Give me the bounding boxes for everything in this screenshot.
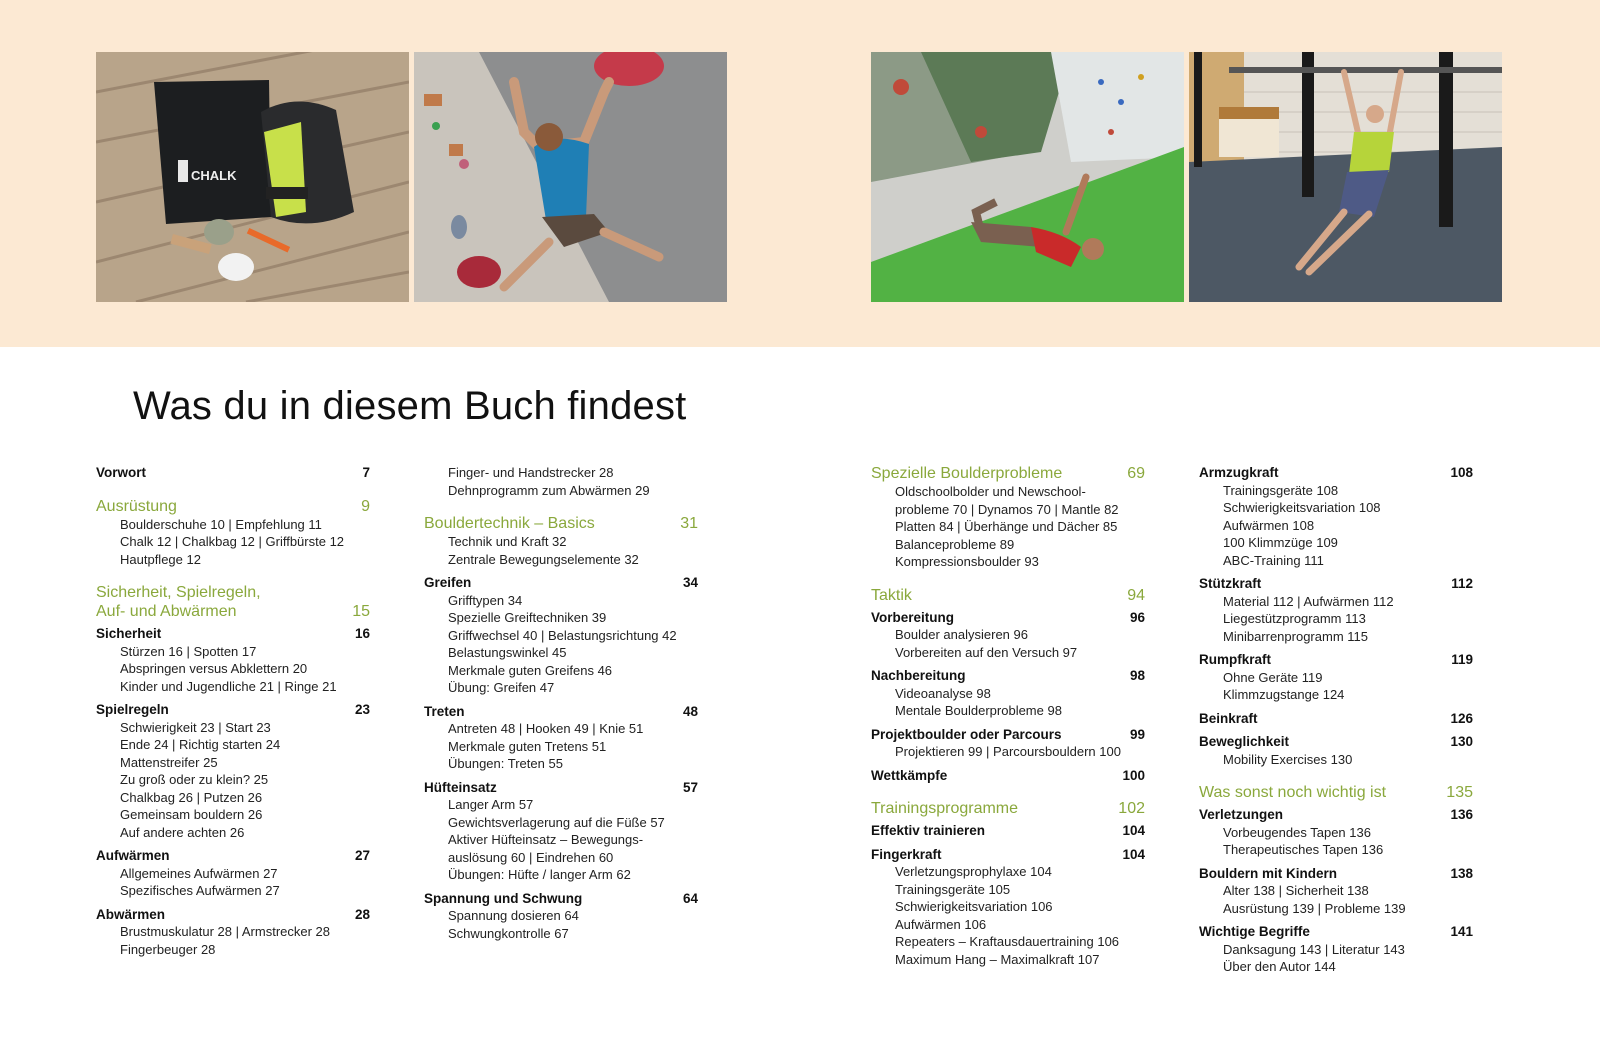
toc-page-number: 31 bbox=[680, 515, 698, 532]
toc-subentry[interactable]: Schwungkontrolle 67 bbox=[448, 925, 569, 941]
toc-column-3 bbox=[871, 464, 1145, 968]
toc-page-number: 27 bbox=[354, 848, 370, 863]
toc-section[interactable] bbox=[1199, 806, 1473, 824]
toc-entry-label: Rumpfkraft bbox=[1199, 652, 1272, 667]
toc-subentry[interactable]: Ende 24 | Richtig starten 24 bbox=[120, 737, 281, 752]
toc-subentry[interactable]: Dehnprogramm zum Abwärmen 29 bbox=[448, 482, 650, 498]
toc-entry-label: Stützkraft bbox=[1199, 576, 1262, 591]
toc-entry-label: Vorwort bbox=[96, 465, 146, 480]
toc-subentry[interactable]: Mattenstreifer 25 bbox=[120, 754, 218, 770]
toc-section[interactable] bbox=[1199, 865, 1473, 883]
toc-subentry[interactable]: Chalkbag 26 | Putzen 26 bbox=[120, 789, 263, 805]
page-title: Was du in diesem Buch findest bbox=[133, 384, 687, 428]
toc-subentry[interactable]: 100 Klimmzüge 109 bbox=[1223, 535, 1338, 550]
toc-entry-label: Wichtige Begriffe bbox=[1199, 924, 1310, 939]
toc-subentry[interactable]: auslösung 60 | Eindrehen 60 bbox=[448, 849, 614, 865]
toc-page-number: 23 bbox=[354, 702, 370, 717]
toc-entry-label: Bouldertechnik – Basics bbox=[424, 515, 595, 532]
toc-chapter[interactable] bbox=[871, 464, 1145, 483]
toc-subentry[interactable]: Maximum Hang – Maximalkraft 107 bbox=[895, 951, 1100, 967]
toc-subentry[interactable]: Schwierigkeit 23 | Start 23 bbox=[120, 719, 271, 735]
toc-subentry[interactable]: Trainingsgeräte 108 bbox=[1223, 482, 1339, 498]
toc-subentry[interactable]: Oldschoolbolder und Newschool- bbox=[895, 484, 1086, 499]
toc-section[interactable] bbox=[1199, 710, 1473, 728]
toc-subentry[interactable]: Übungen: Hüfte / langer Arm 62 bbox=[448, 867, 631, 882]
toc-section[interactable] bbox=[871, 846, 1145, 864]
toc-column-2 bbox=[424, 464, 698, 942]
toc-entry-label: Projektboulder oder Parcours bbox=[871, 726, 1062, 742]
toc-subentry[interactable]: probleme 70 | Dynamos 70 | Mantle 82 bbox=[895, 501, 1119, 517]
climber-falling-photo bbox=[871, 52, 1184, 302]
toc-subentry[interactable]: Merkmale guten Tretens 51 bbox=[448, 738, 607, 754]
toc-page-number: 57 bbox=[682, 779, 698, 795]
pullup-bar-photo bbox=[1189, 52, 1502, 302]
toc-subentry[interactable]: ABC-Training 111 bbox=[1223, 552, 1324, 568]
toc-subentry[interactable]: Spezifisches Aufwärmen 27 bbox=[120, 883, 280, 898]
toc-subentry[interactable]: Spannung dosieren 64 bbox=[448, 908, 579, 923]
toc-column-1 bbox=[96, 464, 370, 958]
toc-subentry[interactable]: Übung: Greifen 47 bbox=[448, 680, 555, 695]
toc-subentry[interactable]: Übungen: Treten 55 bbox=[448, 756, 563, 771]
toc-page-number: 104 bbox=[1122, 823, 1145, 838]
toc-subentry[interactable]: Platten 84 | Überhänge und Dächer 85 bbox=[895, 519, 1118, 534]
toc-section[interactable] bbox=[1199, 733, 1473, 751]
toc-section[interactable] bbox=[1199, 651, 1473, 669]
toc-page-number: 108 bbox=[1450, 465, 1473, 480]
toc-section[interactable] bbox=[871, 726, 1145, 744]
toc-entry-label: Spezielle Boulderprobleme bbox=[871, 465, 1063, 482]
toc-subentry[interactable]: Liegestützprogramm 113 bbox=[1223, 611, 1366, 626]
toc-entry-label: Spielregeln bbox=[96, 702, 169, 717]
toc-section[interactable] bbox=[96, 701, 370, 719]
toc-subentry[interactable]: Technik und Kraft 32 bbox=[448, 534, 567, 549]
toc-chapter[interactable] bbox=[1199, 783, 1473, 802]
toc-page-number: 100 bbox=[1122, 767, 1145, 783]
toc-page-number: 130 bbox=[1450, 734, 1473, 749]
toc-subentry[interactable]: Aktiver Hüfteinsatz – Bewegungs- bbox=[448, 832, 644, 847]
toc-subentry[interactable]: Brustmuskulatur 28 | Armstrecker 28 bbox=[120, 924, 331, 939]
toc-section[interactable] bbox=[1199, 464, 1473, 482]
toc-subentry[interactable]: Trainingsgeräte 105 bbox=[895, 881, 1011, 897]
toc-page-number: 69 bbox=[1127, 465, 1145, 482]
toc-section[interactable] bbox=[424, 574, 698, 592]
toc-entry-label: Was sonst noch wichtig ist bbox=[1199, 784, 1387, 801]
toc-subentry[interactable]: Boulder analysieren 96 bbox=[895, 627, 1028, 642]
toc-section[interactable] bbox=[424, 703, 698, 721]
toc-page-number: 16 bbox=[354, 626, 370, 641]
toc-section[interactable] bbox=[871, 822, 1145, 840]
toc-page-number: 7 bbox=[362, 465, 370, 480]
toc-chapter[interactable] bbox=[871, 799, 1145, 818]
toc-subentry[interactable]: Schwierigkeitsvariation 106 bbox=[895, 899, 1053, 914]
toc-page-number: 126 bbox=[1450, 710, 1473, 726]
toc-subentry[interactable]: Projektieren 99 | Parcoursbouldern 100 bbox=[895, 744, 1121, 759]
toc-section[interactable] bbox=[96, 847, 370, 865]
toc-section[interactable] bbox=[871, 609, 1145, 627]
toc-subentry[interactable]: Vorbeugendes Tapen 136 bbox=[1223, 824, 1371, 840]
toc-page-number: 104 bbox=[1122, 846, 1145, 862]
toc-subentry[interactable]: Fingerbeuger 28 bbox=[120, 941, 216, 957]
toc-entry-label: Greifen bbox=[424, 575, 472, 590]
toc-page-number: 102 bbox=[1118, 800, 1145, 817]
toc-column-4 bbox=[1199, 464, 1473, 976]
toc-entry-label: Spannung und Schwung bbox=[424, 890, 583, 906]
toc-entry-label: Vorbereitung bbox=[871, 609, 955, 625]
toc-subentry[interactable]: Kompressionsboulder 93 bbox=[895, 554, 1039, 569]
toc-entry-label: Abwärmen bbox=[96, 906, 166, 922]
toc-section[interactable] bbox=[96, 464, 370, 482]
toc-chapter[interactable] bbox=[96, 497, 370, 516]
toc-chapter[interactable] bbox=[96, 602, 370, 621]
toc-subentry[interactable]: Minibarrenprogramm 115 bbox=[1223, 628, 1368, 644]
toc-subentry[interactable]: Alter 138 | Sicherheit 138 bbox=[1223, 883, 1369, 898]
toc-entry-label: Beinkraft bbox=[1199, 710, 1258, 726]
toc-subentry[interactable]: Ohne Geräte 119 bbox=[1223, 669, 1323, 685]
toc-subentry[interactable]: Balanceprobleme 89 bbox=[895, 536, 1015, 552]
toc-subentry[interactable]: Gemeinsam bouldern 26 bbox=[120, 807, 263, 822]
toc-entry-label: Nachbereitung bbox=[871, 668, 966, 683]
toc-subentry[interactable]: Zentrale Bewegungselemente 32 bbox=[448, 551, 639, 567]
toc-subentry[interactable]: Repeaters – Kraftausdauertraining 106 bbox=[895, 934, 1120, 949]
toc-entry-label: Armzugkraft bbox=[1199, 465, 1279, 480]
toc-section[interactable] bbox=[96, 906, 370, 924]
toc-chapter[interactable] bbox=[871, 586, 1145, 605]
toc-section[interactable] bbox=[1199, 923, 1473, 941]
toc-subentry[interactable]: Zu groß oder zu klein? 25 bbox=[120, 772, 269, 787]
toc-subentry[interactable]: Verletzungsprophylaxe 104 bbox=[895, 864, 1052, 879]
toc-entry-label: Beweglichkeit bbox=[1199, 734, 1290, 749]
toc-subentry[interactable]: Allgemeines Aufwärmen 27 bbox=[120, 865, 278, 881]
toc-section[interactable] bbox=[424, 890, 698, 908]
toc-subentry[interactable]: Langer Arm 57 bbox=[448, 797, 534, 812]
toc-subentry[interactable]: Abspringen versus Abklettern 20 bbox=[120, 661, 308, 676]
toc-subentry[interactable]: Hautpflege 12 bbox=[120, 551, 201, 567]
toc-section[interactable] bbox=[1199, 575, 1473, 593]
toc-entry-label: Hüfteinsatz bbox=[424, 779, 497, 795]
toc-entry-label: Fingerkraft bbox=[871, 846, 942, 862]
toc-entry-label: Verletzungen bbox=[1199, 807, 1284, 822]
toc-page-number: 136 bbox=[1450, 807, 1473, 822]
svg-text:CHALK: CHALK bbox=[191, 168, 237, 183]
toc-entry-label: Sicherheit bbox=[96, 626, 162, 641]
toc-section[interactable] bbox=[871, 667, 1145, 685]
toc-entry-label: Sicherheit, Spielregeln, bbox=[96, 584, 261, 601]
toc-subentry[interactable]: Klimmzugstange 124 bbox=[1223, 687, 1345, 702]
toc-page-number: 99 bbox=[1129, 726, 1145, 742]
toc-subentry[interactable]: Grifftypen 34 bbox=[448, 592, 523, 608]
toc-subentry[interactable]: Gewichtsverlagerung auf die Füße 57 bbox=[448, 814, 665, 830]
toc-page-number: 98 bbox=[1129, 668, 1145, 683]
toc-subentry[interactable]: Videoanalyse 98 bbox=[895, 685, 991, 701]
toc-subentry[interactable]: Antreten 48 | Hooken 49 | Knie 51 bbox=[448, 721, 644, 736]
toc-subentry[interactable]: Vorbereiten auf den Versuch 97 bbox=[895, 644, 1078, 660]
chalk-and-gear-photo bbox=[96, 52, 409, 302]
toc-section[interactable] bbox=[871, 767, 1145, 785]
toc-entry-label: Aufwärmen bbox=[96, 848, 170, 863]
toc-page-number: 119 bbox=[1451, 652, 1473, 667]
toc-entry-label: Bouldern mit Kindern bbox=[1199, 865, 1337, 881]
toc-page-number: 34 bbox=[682, 575, 698, 590]
toc-subentry[interactable]: Spezielle Greiftechniken 39 bbox=[448, 610, 607, 625]
toc-subentry[interactable]: Chalk 12 | Chalkbag 12 | Griffbürste 12 bbox=[120, 534, 345, 549]
toc-page-number: 28 bbox=[354, 906, 370, 922]
toc-entry-label: Treten bbox=[424, 703, 465, 719]
toc-page-number: 141 bbox=[1450, 924, 1473, 939]
toc-page-number: 15 bbox=[352, 603, 370, 620]
climber-wall-photo bbox=[414, 52, 727, 302]
toc-subentry[interactable]: Mobility Exercises 130 bbox=[1223, 751, 1353, 767]
toc-page-number: 9 bbox=[361, 497, 370, 515]
toc-subentry[interactable]: Belastungswinkel 45 bbox=[448, 645, 567, 660]
toc-page-number: 64 bbox=[682, 890, 698, 906]
toc-chapter[interactable] bbox=[96, 583, 370, 602]
toc-page-number: 138 bbox=[1450, 865, 1473, 881]
toc-subentry[interactable]: Danksagung 143 | Literatur 143 bbox=[1223, 941, 1405, 957]
toc-page-number: 94 bbox=[1127, 586, 1145, 604]
toc-subentry[interactable]: Aufwärmen 106 bbox=[895, 916, 987, 932]
toc-section[interactable] bbox=[424, 779, 698, 797]
toc-page-number: 48 bbox=[682, 703, 698, 719]
toc-page-number: 96 bbox=[1129, 609, 1145, 625]
toc-entry-label: Wettkämpfe bbox=[871, 767, 948, 783]
toc-entry-label: Effektiv trainieren bbox=[871, 823, 986, 838]
toc-subentry[interactable]: Boulderschuhe 10 | Empfehlung 11 bbox=[120, 516, 322, 532]
toc-chapter[interactable] bbox=[424, 514, 698, 533]
toc-page-number: 135 bbox=[1446, 784, 1473, 801]
toc-subentry[interactable]: Ausrüstung 139 | Probleme 139 bbox=[1223, 900, 1406, 916]
toc-entry-label: Ausrüstung bbox=[96, 497, 177, 515]
toc-subentry[interactable]: Aufwärmen 108 bbox=[1223, 517, 1315, 533]
toc-subentry[interactable]: Auf andere achten 26 bbox=[120, 824, 245, 840]
toc-entry-label: Taktik bbox=[871, 586, 912, 604]
toc-subentry[interactable]: Finger- und Handstrecker 28 bbox=[448, 465, 614, 480]
toc-section[interactable] bbox=[96, 625, 370, 643]
toc-subentry[interactable]: Kinder und Jugendliche 21 | Ringe 21 bbox=[120, 678, 337, 694]
toc-subentry[interactable]: Merkmale guten Greifens 46 bbox=[448, 662, 613, 678]
toc-subentry[interactable]: Mentale Boulderprobleme 98 bbox=[895, 703, 1062, 718]
toc-entry-label: Auf- und Abwärmen bbox=[96, 603, 237, 620]
toc-page-number: 112 bbox=[1451, 576, 1473, 591]
toc-subentry[interactable]: Material 112 | Aufwärmen 112 bbox=[1223, 593, 1394, 609]
toc-subentry[interactable]: Stürzen 16 | Spotten 17 bbox=[120, 643, 257, 659]
toc-subentry[interactable]: Über den Autor 144 bbox=[1223, 959, 1336, 974]
toc-subentry[interactable]: Schwierigkeitsvariation 108 bbox=[1223, 500, 1381, 515]
toc-subentry[interactable]: Therapeutisches Tapen 136 bbox=[1223, 842, 1384, 857]
toc-subentry[interactable]: Griffwechsel 40 | Belastungsrichtung 42 bbox=[448, 627, 677, 643]
toc-entry-label: Trainingsprogramme bbox=[871, 800, 1019, 817]
